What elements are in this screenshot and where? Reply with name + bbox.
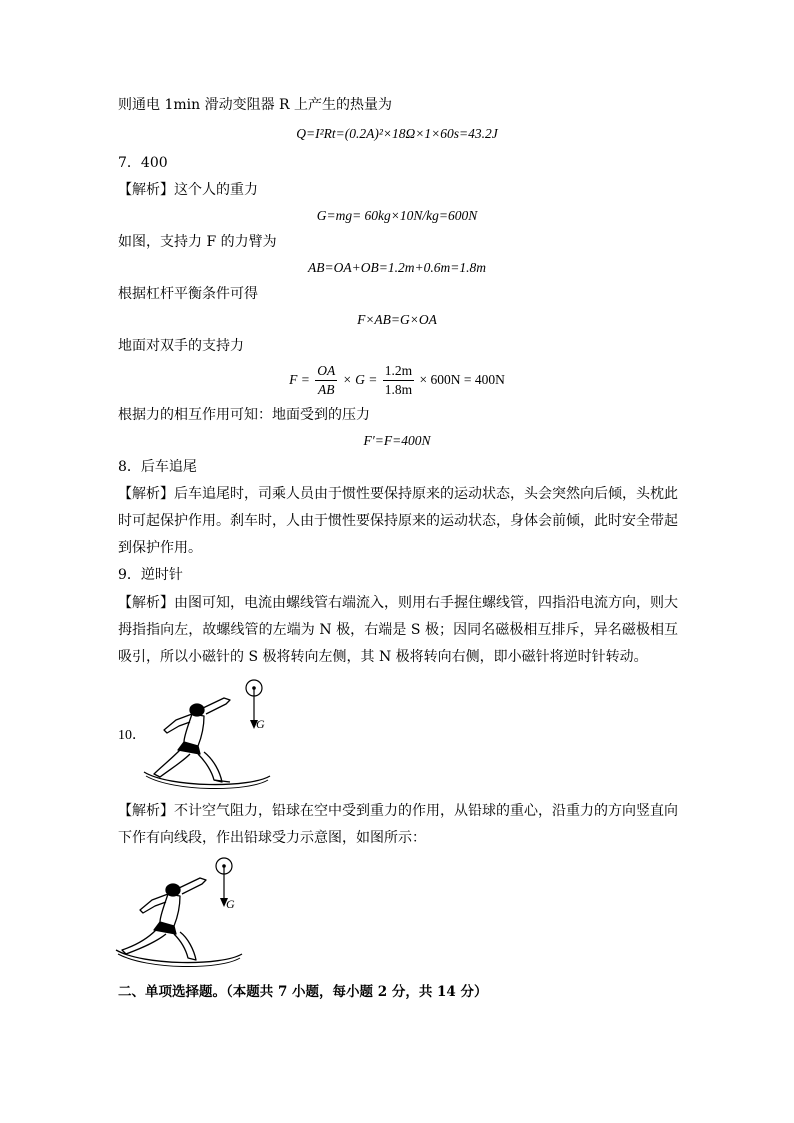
equation-arm: AB=OA+OB=1.2m+0.6m=1.8m — [308, 260, 486, 275]
eq-lhs: F = — [289, 372, 310, 387]
text-force-arm: 如图，支持力 F 的力臂为 — [118, 234, 277, 250]
equation-fraction — [0, 360, 794, 400]
analysis-7-intro: 【解析】这个人的重力 — [118, 182, 258, 198]
frac-den-ab: AB — [318, 382, 335, 398]
text-interaction: 根据力的相互作用可知：地面受到的压力 — [118, 407, 370, 423]
eq-mid: × G = — [342, 372, 378, 387]
answer-7: 7．400 — [118, 155, 168, 171]
eq-rhs: × 600N = 400N — [419, 372, 505, 387]
equation-pressure: F′=F=400N — [363, 433, 431, 448]
text-support-force: 地面对双手的支持力 — [118, 338, 244, 354]
equation-gravity: G=mg= 60kg×10N/kg=600N — [316, 208, 478, 223]
section-2-heading: 二、单项选择题。（本题共 7 小题，每小题 2 分，共 14 分） — [118, 984, 488, 1000]
equation-heat: Q=I²Rt=(0.2A)²×18Ω×1×60s=43.2J — [296, 126, 498, 141]
analysis-10: 【解析】不计空气阻力，铅球在空中受到重力的作用，从铅球的重心，沿重力的方向竖直向下作有向线段，作出铅球受力示意图，如图所示： — [118, 803, 678, 846]
athlete-icon — [154, 698, 230, 782]
shot-put-figure-2 — [110, 852, 250, 970]
shot-put-figure-1 — [140, 676, 280, 794]
answer-8: 8．后车追尾 — [118, 459, 197, 475]
label-g: G — [256, 717, 265, 731]
answer-9: 9．逆时针 — [118, 567, 183, 583]
answer-10: 10． — [118, 728, 146, 743]
frac-num-12: 1.2m — [383, 362, 414, 381]
fraction-oa-ab — [315, 362, 337, 399]
equation-balance: F×AB=G×OA — [357, 312, 437, 327]
text-lever-balance: 根据杠杆平衡条件可得 — [118, 286, 258, 302]
frac-den-18: 1.8m — [384, 382, 413, 398]
frac-num-oa: OA — [315, 362, 337, 381]
analysis-8: 【解析】后车追尾时，司乘人员由于惯性要保持原来的运动状态，头会突然向后倾，头枕此时可起保护作用。刹车时，人由于惯性要保持原来的运动状态，身体会前倾，此时安全带起到保护作用。 — [118, 486, 678, 556]
text-heat-intro: 则通电 1min 滑动变阻器 R 上产生的热量为 — [118, 97, 393, 113]
label-g: G — [226, 897, 235, 911]
athlete-icon — [122, 878, 206, 960]
fraction-values — [383, 362, 414, 399]
analysis-9: 【解析】由图可知，电流由螺线管右端流入，则用右手握住螺线管，四指沿电流方向，则大拇指指向左，故螺线管的左端为 N 极，右端是 S 极；因同名磁极相互排斥，异名磁极相互吸引，所以小磁针的 S 极将转向左侧，其 N 极将转向右侧，即小磁针将逆时针转动。 — [118, 595, 678, 665]
